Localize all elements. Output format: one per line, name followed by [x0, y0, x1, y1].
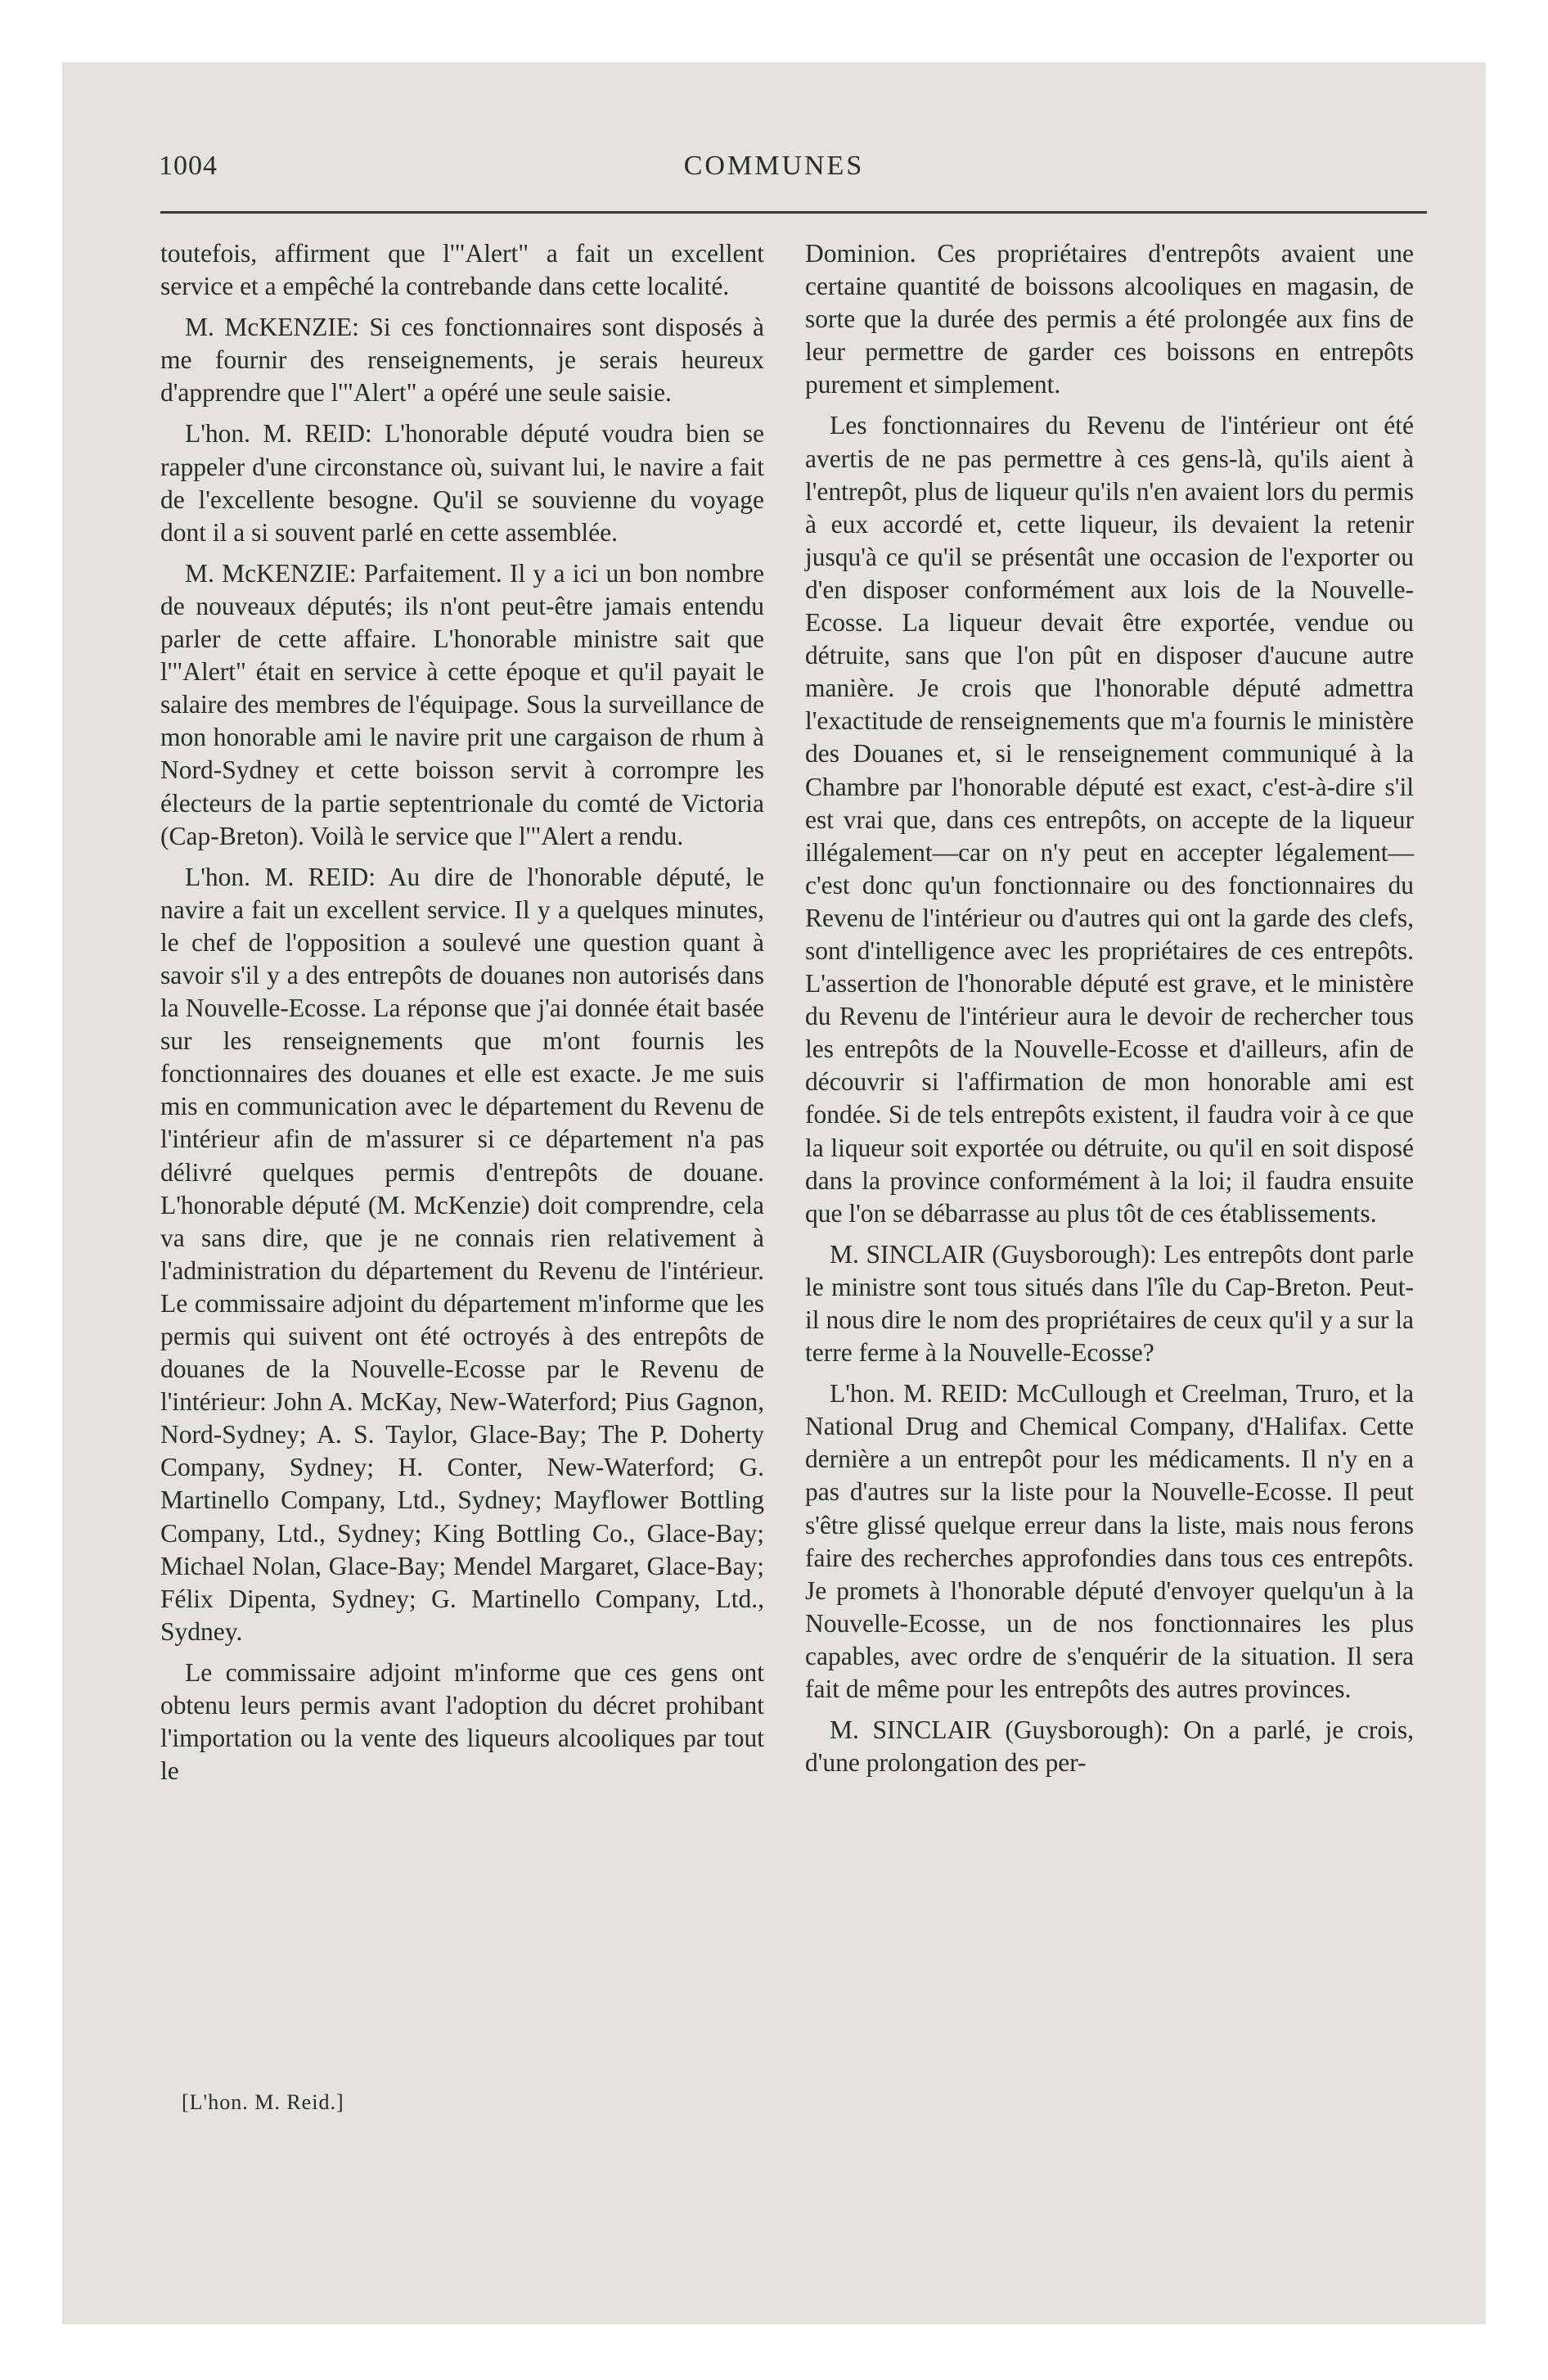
- right-column: [805, 237, 1414, 1787]
- left-column: [160, 237, 764, 1796]
- paragraph: M. McKENZIE: Si ces fonctionnaires sont disposés à me fournir des renseignements, je serais heureux d'apprendre que l'"Alert" a opéré une seule saisie.: [160, 313, 764, 408]
- paragraph: L'hon. M. REID: McCullough et Creelman, Truro, et la National Drug and Chemical Company, d'Halifax. Cette dernière a un entrepôt pour les médicaments. Il n'y en a pas d'autres sur la liste pour la Nouvelle-Ecosse. Il peut s'être glissé quelque erreur dans la liste, mais nous ferons faire des recherches approfondies dans tous ces entrepôts. Je promets à l'honorable député d'envoyer quelqu'un à la Nouvelle-Ecosse, un de nos fonctionnaires les plus capables, avec ordre de s'enquérir de la situation. Il sera fait de même pour les entrepôts des autres provinces.: [805, 1379, 1414, 1704]
- paragraph: M. SINCLAIR (Guysborough): On a parlé, je crois, d'une prolongation des per-: [805, 1715, 1414, 1778]
- page-number: 1004: [159, 151, 218, 181]
- paragraph: L'hon. M. REID: L'honorable député voudra bien se rappeler d'une circonstance où, suivant lui, le navire a fait de l'excellente besogne. Qu'il se souvienne du voyage dont il a si souvent parlé en cette assemblée.: [160, 419, 764, 547]
- paragraph: Dominion. Ces propriétaires d'entrepôts avaient une certaine quantité de boissons alcooliques en magasin, de sorte que la durée des permis a été prolongée aux fins de leur permettre de garder ces boissons en entrepôts purement et simplement.: [805, 239, 1414, 399]
- running-head: COMMUNES: [683, 151, 865, 181]
- paragraph: L'hon. M. REID: Au dire de l'honorable député, le navire a fait un excellent service. Il y a quelques minutes, le chef de l'opposition a soulevé une question quant à savoir s'il y a des entrepôts de douanes non autorisés dans la Nouvelle-Ecosse. La réponse que j'ai donnée était basée sur les renseignements que m'ont fournis les fonctionnaires des douanes et elle est exacte. Je me suis mis en communication avec le département du Revenu de l'intérieur afin de m'assurer si ce département n'a pas délivré quelques permis d'entrepôts de douane. L'honorable député (M. McKenzie) doit comprendre, cela va sans dire, que je ne connais rien relativement à l'administration du département du Revenu de l'intérieur. Le commissaire adjoint du département m'informe que les permis qui suivent ont été octroyés à des entrepôts de douanes de la Nouvelle-Ecosse par le Revenu de l'intérieur: John A. McKay, New-Waterford; Pius Gagnon, Nord-Sydney; A. S. Taylor, Glace-Bay; The P. Doherty Company, Sydney; H. Conter, New-Waterford; G. Martinello Company, Ltd., Sydney; Mayflower Bottling Company, Ltd., Sydney; King Bottling Co., Glace-Bay; Michael Nolan, Glace-Bay; Mendel Margaret, Glace-Bay; Félix Dipenta, Sydney; G. Martinello Company, Ltd., Sydney.: [160, 862, 764, 1646]
- paragraph: Les fonctionnaires du Revenu de l'intérieur ont été avertis de ne pas permettre à ces gens-là, qu'ils aient à l'entrepôt, plus de liqueur qu'ils n'en avaient lors du permis à eux accordé et, cette liqueur, ils devaient la retenir jusqu'à ce qu'il se présentât une occasion de l'exporter ou d'en disposer conformément aux lois de la Nouvelle-Ecosse. La liqueur devait être exportée, vendue ou détruite, sans que l'on pût en disposer d'aucune autre manière. Je crois que l'honorable député admettra l'exactitude de renseignements que m'a fournis le ministère des Douanes et, si le renseignement communiqué à la Chambre par l'honorable député est exact, c'est-à-dire s'il est vrai que, dans ces entrepôts, on accepte de la liqueur illégalement—car on n'y peut en accepter légalement—c'est donc qu'un fonctionnaire ou des fonctionnaires du Revenu de l'intérieur ou d'autres qui ont la garde des clefs, sont d'intelligence avec les propriétaires de ces entrepôts. L'assertion de l'honorable député est grave, et le ministère du Revenu de l'intérieur aura le devoir de rechercher tous les entrepôts de la Nouvelle-Ecosse et d'ailleurs, afin de découvrir si l'affirmation de mon honorable ami est fondée. Si de tels entrepôts existent, il faudra voir à ce que la liqueur soit exportée ou détruite, ou qu'il en soit disposé dans la province conformément à la loi; il faudra ensuite que l'on se débarrasse au plus tôt de ces établissements.: [805, 411, 1414, 1228]
- header-rule: [160, 211, 1427, 214]
- paragraph: Le commissaire adjoint m'informe que ces gens ont obtenu leurs permis avant l'adoption du décret prohibant l'importation ou la vente des liqueurs alcooliques par tout le: [160, 1657, 764, 1786]
- speaker-footnote: [L'hon. M. Reid.]: [182, 2090, 344, 2114]
- paragraph: M. SINCLAIR (Guysborough): Les entrepôts dont parle le ministre sont tous situés dans l'île du Cap-Breton. Peut-il nous dire le nom des propriétaires de ceux qu'il y a sur la terre ferme à la Nouvelle-Ecosse?: [805, 1239, 1414, 1368]
- paragraph: toutefois, affirment que l'"Alert" a fait un excellent service et a empêché la contrebande dans cette localité.: [160, 239, 764, 301]
- paragraph: M. McKENZIE: Parfaitement. Il y a ici un bon nombre de nouveaux députés; ils n'ont peut-être jamais entendu parler de cette affaire. L'honorable ministre sait que l'"Alert" était en service à cette époque et qu'il payait le salaire des membres de l'équipage. Sous la surveillance de mon honorable ami le navire prit une cargaison de rhum à Nord-Sydney et cette boisson servit à corrompre les électeurs de la partie septentrionale du comté de Victoria (Cap-Breton). Voilà le service que l'"Alert a rendu.: [160, 558, 764, 850]
